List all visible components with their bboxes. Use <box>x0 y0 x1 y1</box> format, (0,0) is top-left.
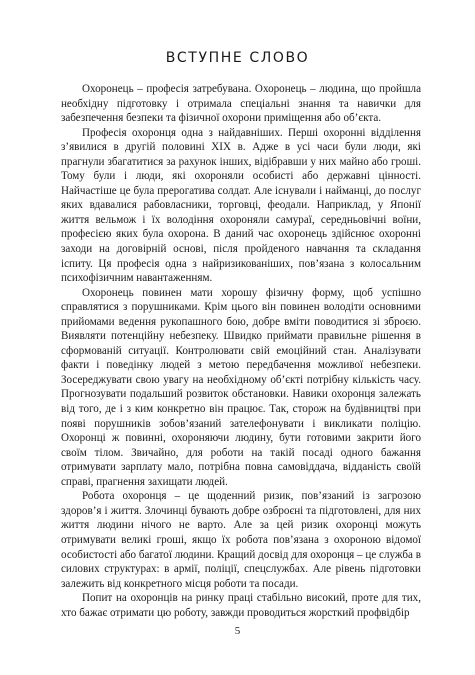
paragraph-5: Попит на охоронців на ринку праці стабільно високий, проте для тих, хто бажає отримати цю роботу, завжди проводиться жорсткий профвідбір <box>61 592 421 619</box>
page-title: ВСТУПНЕ СЛОВО <box>165 50 310 66</box>
paragraph-3: Охоронець повинен мати хорошу фізичну форму, щоб успішно справлятися з порушниками. Крім цього він повинен володіти основними прийомами ведення рукопашного бою, добре вміти поводитися зі зброєю. Виявляти потенційну небезпеку. Швидко приймати правильне рішення в сформованій ситуації. Контролювати свій емоційний стан. Аналізувати факти і поведінку людей з метою передбачення можливої небезпеки. Зосереджувати свою увагу на необхідному об’єкті потрібну кількість часу. Прогнозувати подальший розвиток обстановки. Навики охоронця залежать від того, де і з ким конкретно він працює. Так, сторож на будівництві при появі порушників зобов’язаний зателефонувати і викликати поліцію. Охоронці ж повинні, охороняючи людину, бути готовими закрити його своїм тілом. Звичайно, для роботи на такій посаді одного бажання отримувати зарплату мало, потрібна повна самовіддача, відданість своїй справі, прагнення захищати людей. <box>61 286 421 488</box>
page-number: 5 <box>234 625 241 637</box>
paragraph-4: Робота охоронця – це щоденний ризик, пов’язаний із загрозою здоров’я і життя. Злочинці бувають добре озброєні та підготовлені, для них життя людини нічого не варто. Але за цей ризик охоронці можуть отримувати великі гроші, якщо їх робота пов’язана з охороною відомої особистості або багатої людини. Кращий досвід для охоронця – це служба в силових структурах: в армії, поліції, спецслужбах. Але рівень підготовки залежить від конкретного місця роботи та посади. <box>61 490 421 590</box>
body-text <box>61 82 421 620</box>
paragraph-1: Охоронець – професія затребувана. Охоронець – людина, що пройшла необхідну підготовку і отримала спеціальні знання та навички для забезпечення безпеки та фізичної охорони приміщення або об’єкта. <box>61 83 421 125</box>
paragraph-2: Професія охоронця одна з найдавніших. Перші охоронні відділення з’явилися в другій половині XIX в. Адже в усі часи були люди, які прагнули збагатитися за рахунок інших, відібравши у них майно або гроші. Тому були і люди, які охороняли особисті або державні цінності. Найчастіше це була прерогатива солдат. Але існували і найманці, до послуг яких вдавалися рабовласники, торговці, феодали. Наприклад, у Японії життя вельмож і їх володіння охороняли самураї, середньовічні воїни, професією яких була охорона. В даний час охоронець здійснює охоронні заходи на договірній основі, після пройденого навчання та складання іспиту. Ця професія одна з найризикованіших, пов’язана з колосальним психофізичним навантаженням. <box>61 126 421 285</box>
